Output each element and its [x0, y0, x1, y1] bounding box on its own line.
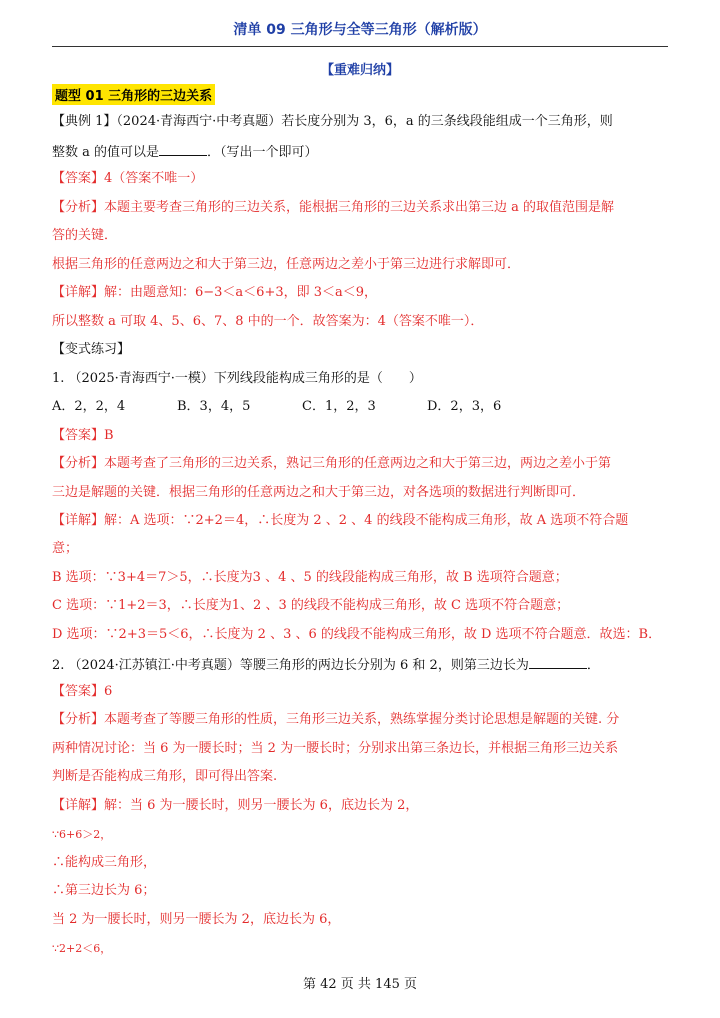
q2-detail3: ∴能构成三角形，: [52, 855, 157, 870]
q1-analysis1: 【分析】本题考查了三角形的三边关系，熟记三角形的任意两边之和大于第三边，两边之差小于第: [52, 456, 612, 471]
q1-option-c: C．1，2，3: [302, 399, 376, 414]
example1-detail2: 所以整数 a 可取 4、5、6、7、8 中的一个．故答案为：4（答案不唯一）．: [52, 314, 484, 329]
q1-detail4: C 选项：∵1+2＝3，∴长度为1、2 、3 的线段不能构成三角形，故 C 选项不符合题意；: [52, 598, 570, 613]
q2-stem-pre: 2. （2024·江苏镇江·中考真题）等腰三角形的两边长分别为 6 和 2，则第三边长为: [52, 658, 529, 673]
q2-detail6: ∵2+2＜6，: [52, 942, 112, 955]
example1-analysis2: 答的关键．: [52, 228, 118, 243]
topic-heading: 题型 01 三角形的三边关系: [52, 84, 215, 105]
q2-detail2: ∵6+6＞2，: [52, 828, 112, 841]
example1-detail1: 【详解】解：由题意知：6−3＜a＜6+3，即 3＜a＜9，: [52, 285, 378, 300]
q2-stem-post: ．: [586, 658, 600, 673]
q1-stem: 1. （2025·青海西宁·一模）下列线段能构成三角形的是（ ）: [52, 371, 422, 386]
variant-heading: 【变式练习】: [52, 342, 131, 357]
q2-answer: 【答案】6: [52, 684, 113, 699]
q1-option-d: D．2，3，6: [427, 399, 502, 414]
q2-answer-blank: [529, 654, 587, 669]
header-divider: [52, 46, 668, 47]
q1-option-b: B．3，4，5: [177, 399, 251, 414]
example1-line1: 【典例 1】（2024·青海西宁·中考真题）若长度分别为 3，6，a 的三条线段能组成一个三角形，则: [52, 114, 613, 129]
q1-detail5: D 选项：∵2+3＝5＜6，∴长度为 2 、3 、6 的线段不能构成三角形，故 D 选项不符合题意．故选：B．: [52, 627, 662, 642]
q2-detail5: 当 2 为一腰长时，则另一腰长为 2，底边长为 6，: [52, 912, 341, 927]
q2-detail4: ∴第三边长为 6；: [52, 883, 156, 898]
q1-detail1: 【详解】解：A 选项：∵2+2＝4，∴长度为 2 、2 、4 的线段不能构成三角形，故 A 选项不符合题: [52, 513, 629, 528]
page-footer: 第 42 页 共 145 页: [302, 977, 418, 992]
q1-options: [52, 398, 672, 416]
q2-detail1: 【详解】解：当 6 为一腰长时，则另一腰长为 6，底边长为 2，: [52, 798, 419, 813]
q1-analysis2: 三边是解题的关键．根据三角形的任意两边之和大于第三边，对各选项的数据进行判断即可．: [52, 485, 586, 500]
example1-analysis3: 根据三角形的任意两边之和大于第三边，任意两边之差小于第三边进行求解即可．: [52, 257, 521, 272]
answer-blank: [159, 141, 207, 156]
q1-detail3: B 选项：∵3+4＝7＞5，∴长度为3 、4 、5 的线段能构成三角形，故 B 选项符合题意；: [52, 570, 568, 585]
example1-answer: 【答案】4（答案不唯一）: [52, 171, 204, 186]
section-heading: 【重难归纳】: [320, 63, 399, 78]
example1-line2: [52, 141, 672, 162]
q2-stem: [52, 654, 672, 675]
example1-line2-pre: 整数 a 的值可以是: [52, 145, 160, 160]
example1-line2-post: ．（写出一个即可）: [207, 145, 318, 160]
q1-answer: 【答案】B: [52, 428, 114, 443]
q2-analysis3: 判断是否能构成三角形，即可得出答案.: [52, 769, 278, 784]
q2-analysis1: 【分析】本题考查了等腰三角形的性质，三角形三边关系，熟练掌握分类讨论思想是解题的关键. 分: [52, 712, 620, 727]
q1-option-a: A．2，2，4: [52, 399, 126, 414]
document-title: 清单 09 三角形与全等三角形（解析版）: [233, 22, 487, 38]
q2-analysis2: 两种情况讨论：当 6 为一腰长时；当 2 为一腰长时；分别求出第三条边长，并根据三角形三边关系: [52, 741, 619, 756]
example1-analysis1: 【分析】本题主要考查三角形的三边关系，能根据三角形的三边关系求出第三边 a 的取值范围是解: [52, 200, 615, 215]
q1-detail2: 意；: [52, 541, 79, 556]
